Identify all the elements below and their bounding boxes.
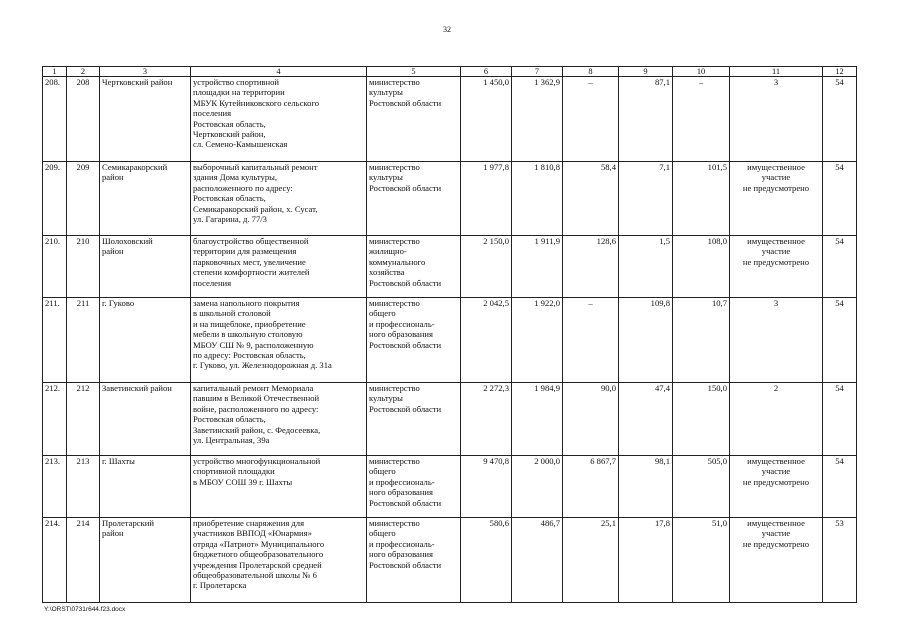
row-number: 211: [67, 298, 100, 383]
header-cell: 1: [43, 67, 67, 77]
row-number: 212: [67, 383, 100, 456]
header-cell: 10: [673, 67, 730, 77]
value-col-8: 6 867,7: [563, 456, 619, 518]
project-description: выборочный капитальный ремонт здания Дома культуры, расположенного по адресу: Ростовская область, Семикаракорский район, х. Сусат, ул. Гагарина, д. 77/3: [191, 162, 367, 236]
value-col-6: 2 150,0: [461, 236, 512, 298]
participation: имущественное участие не предусмотрено: [730, 456, 823, 518]
value-col-8: 58,4: [563, 162, 619, 236]
row-index: 213.: [43, 456, 67, 518]
value-col-10: 108,0: [673, 236, 730, 298]
municipality: Шолоховский район: [100, 236, 191, 298]
project-description: устройство спортивной площадки на территории МБУК Кутейниковского сельского поселения Ростовская область, Чертковский район, сл. Семено-Камышенская: [191, 77, 367, 162]
ministry: министерство жилищно- коммунального хозяйства Ростовской области: [367, 236, 461, 298]
value-col-9: 87,1: [619, 77, 673, 162]
value-col-9: 109,8: [619, 298, 673, 383]
value-col-8: 25,1: [563, 518, 619, 603]
header-cell: 7: [512, 67, 563, 77]
ministry: министерство общего и профессиональ- ного образования Ростовской области: [367, 518, 461, 603]
value-col-6: 1 977,8: [461, 162, 512, 236]
header-cell: 11: [730, 67, 823, 77]
value-col-7: 1 984,9: [512, 383, 563, 456]
value-col-8: 128,6: [563, 236, 619, 298]
value-col-7: 1 810,8: [512, 162, 563, 236]
value-col-12: 54: [823, 456, 857, 518]
row-number: 213: [67, 456, 100, 518]
row-index: 208.: [43, 77, 67, 162]
value-col-7: 1 362,9: [512, 77, 563, 162]
value-col-10: 150,0: [673, 383, 730, 456]
municipality: Пролетарский район: [100, 518, 191, 603]
value-col-8: –: [563, 298, 619, 383]
participation: 3: [730, 77, 823, 162]
row-number: 210: [67, 236, 100, 298]
value-col-6: 9 470,8: [461, 456, 512, 518]
project-description: замена напольного покрытия в школьной столовой и на пищеблоке, приобретение мебели в школьную столовую МБОУ СШ № 9, расположенную по адресу: Ростовская область, г. Гуково, ул. Железнодорожная д. 31а: [191, 298, 367, 383]
value-col-9: 7,1: [619, 162, 673, 236]
ministry: министерство культуры Ростовской области: [367, 77, 461, 162]
project-description: устройство многофункциональной спортивной площадки в МБОУ СОШ 39 г. Шахты: [191, 456, 367, 518]
value-col-9: 17,8: [619, 518, 673, 603]
table-row: [43, 456, 857, 518]
ministry: министерство общего и профессиональ- ного образования Ростовской области: [367, 298, 461, 383]
participation: 2: [730, 383, 823, 456]
value-col-10: –: [673, 77, 730, 162]
row-number: 209: [67, 162, 100, 236]
value-col-7: 1 911,9: [512, 236, 563, 298]
value-col-9: 1,5: [619, 236, 673, 298]
header-cell: 6: [461, 67, 512, 77]
value-col-7: 1 922,0: [512, 298, 563, 383]
value-col-12: 54: [823, 383, 857, 456]
value-col-12: 54: [823, 236, 857, 298]
row-index: 211.: [43, 298, 67, 383]
data-table: [42, 66, 857, 603]
header-row: [43, 67, 857, 77]
table-row: [43, 518, 857, 603]
value-col-12: 53: [823, 518, 857, 603]
municipality: г. Шахты: [100, 456, 191, 518]
value-col-6: 2 272,3: [461, 383, 512, 456]
value-col-8: –: [563, 77, 619, 162]
value-col-6: 2 042,5: [461, 298, 512, 383]
value-col-12: 54: [823, 162, 857, 236]
header-cell: 12: [823, 67, 857, 77]
row-index: 210.: [43, 236, 67, 298]
row-index: 214.: [43, 518, 67, 603]
project-description: благоустройство общественной территории для размещения парковочных мест, увеличение степени комфортности жителей поселения: [191, 236, 367, 298]
value-col-7: 486,7: [512, 518, 563, 603]
participation: 3: [730, 298, 823, 383]
value-col-7: 2 000,0: [512, 456, 563, 518]
municipality: Заветинский район: [100, 383, 191, 456]
header-cell: 3: [100, 67, 191, 77]
value-col-6: 580,6: [461, 518, 512, 603]
value-col-9: 98,1: [619, 456, 673, 518]
value-col-8: 90,0: [563, 383, 619, 456]
ministry: министерство культуры Ростовской области: [367, 383, 461, 456]
value-col-9: 47,4: [619, 383, 673, 456]
table-row: [43, 236, 857, 298]
value-col-6: 1 450,0: [461, 77, 512, 162]
page-number: 32: [443, 25, 451, 34]
municipality: г. Гуково: [100, 298, 191, 383]
participation: имущественное участие не предусмотрено: [730, 518, 823, 603]
document-path: Y:\ORST\0731r644.f23.docx: [44, 606, 126, 613]
row-number: 214: [67, 518, 100, 603]
ministry: министерство общего и профессиональ- ного образования Ростовской области: [367, 456, 461, 518]
participation: имущественное участие не предусмотрено: [730, 162, 823, 236]
participation: имущественное участие не предусмотрено: [730, 236, 823, 298]
header-cell: 9: [619, 67, 673, 77]
table-row: [43, 298, 857, 383]
value-col-10: 10,7: [673, 298, 730, 383]
value-col-10: 51,0: [673, 518, 730, 603]
value-col-12: 54: [823, 77, 857, 162]
value-col-10: 505,0: [673, 456, 730, 518]
header-cell: 8: [563, 67, 619, 77]
ministry: министерство культуры Ростовской области: [367, 162, 461, 236]
row-number: 208: [67, 77, 100, 162]
value-col-10: 101,5: [673, 162, 730, 236]
table-row: [43, 77, 857, 162]
header-cell: 5: [367, 67, 461, 77]
table-row: [43, 383, 857, 456]
project-description: приобретение снаряжения для участников ВВПОД «Юнармия» отряда «Патриот» Муниципального бюджетного общеобразовательного учреждения Пролетарской средней общеобразовательной школы № 6 г. Пролетарска: [191, 518, 367, 603]
table-row: [43, 162, 857, 236]
value-col-12: 54: [823, 298, 857, 383]
row-index: 212.: [43, 383, 67, 456]
project-description: капитальный ремонт Мемориала павшим в Великой Отечественной войне, расположенного по адресу: Ростовская область, Заветинский район, с. Федосеевка, ул. Центральная, 39а: [191, 383, 367, 456]
header-cell: 2: [67, 67, 100, 77]
header-cell: 4: [191, 67, 367, 77]
municipality: Семикаракорский район: [100, 162, 191, 236]
row-index: 209.: [43, 162, 67, 236]
municipality: Чертковский район: [100, 77, 191, 162]
